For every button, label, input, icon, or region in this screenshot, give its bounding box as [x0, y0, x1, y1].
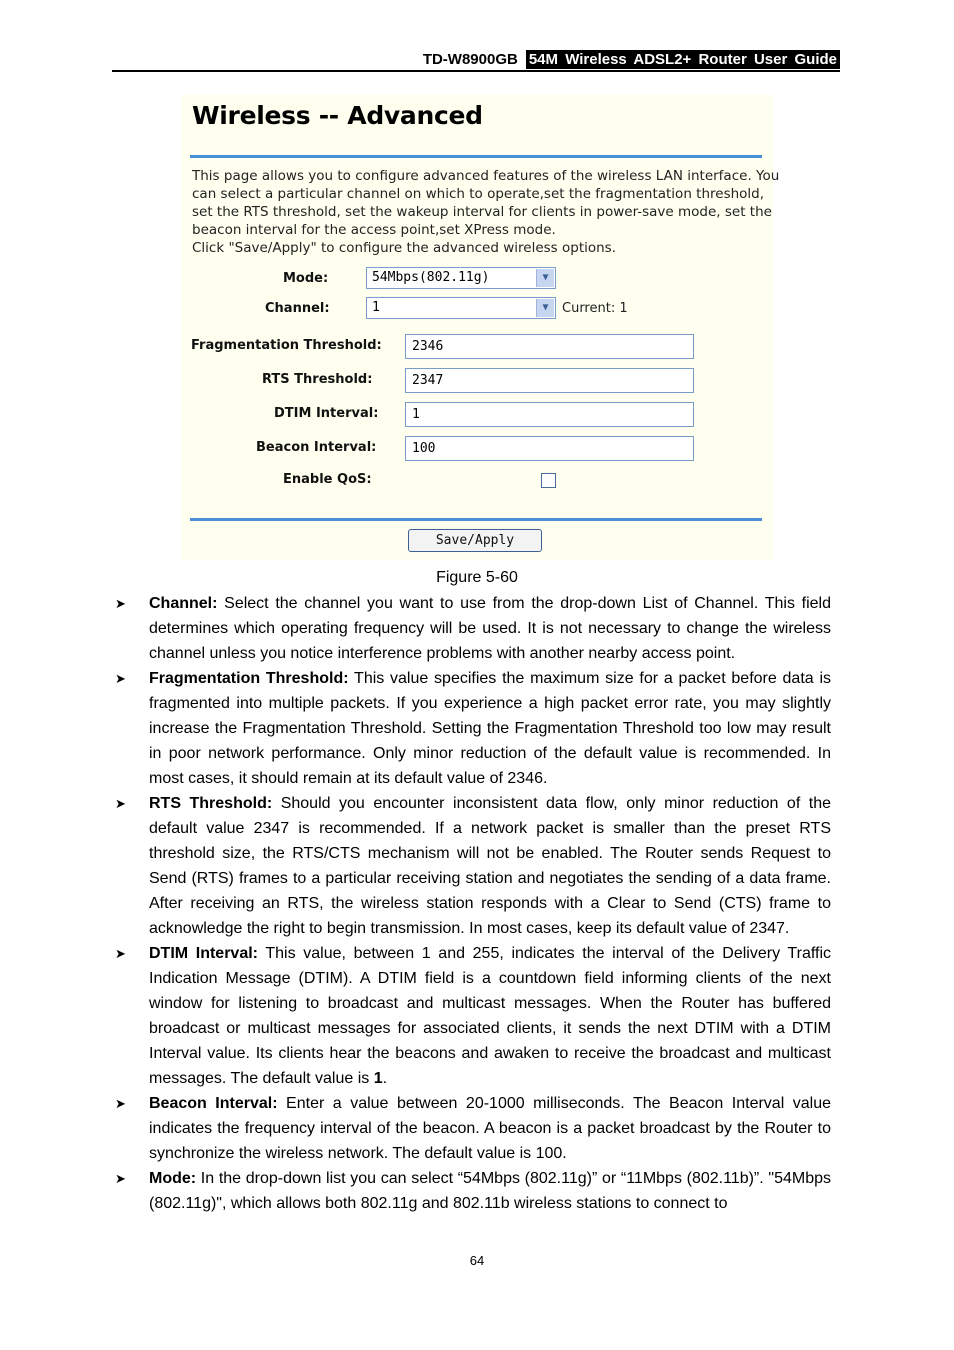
arrow-bullet-icon: ➤ — [115, 1096, 126, 1111]
save-apply-button[interactable]: Save/Apply — [408, 529, 542, 552]
intro-text — [192, 167, 780, 257]
arrow-bullet-icon: ➤ — [115, 946, 126, 961]
figure-caption: Figure 5-60 — [436, 569, 518, 586]
fragmentation-threshold-input[interactable]: 2346 — [405, 334, 694, 359]
item-text: Should you encounter inconsistent data flow, only minor reduction of the default value 2347 is recommended. If a network packet is smaller than the preset RTS threshold size, the RTS/CTS mechanism will not be enabled. The Router sends Request to Send (RTS) frames to a particular receiving station and negotiates the sending of a data frame. After receiving an RTS, the wireless station responds with a Clear to Send (CTS) frame to acknowledge the right to begin transmission. In most cases, keep its default value of 2347. — [149, 795, 832, 937]
list-item — [115, 941, 831, 1091]
list-item — [115, 791, 832, 941]
header-rule — [112, 70, 840, 72]
current-channel: Current: 1 — [562, 301, 628, 316]
list-item — [115, 666, 831, 791]
item-tail: . — [382, 1070, 388, 1087]
arrow-bullet-icon: ➤ — [115, 1171, 126, 1186]
channel-label: Channel: — [265, 301, 330, 316]
item-term: Channel: — [149, 595, 218, 612]
channel-select[interactable] — [366, 297, 556, 319]
enable-qos-label: Enable QoS: — [283, 472, 372, 487]
chevron-down-icon[interactable]: ▼ — [536, 299, 554, 317]
definition-list — [115, 591, 832, 1216]
page-number: 64 — [469, 1253, 485, 1268]
item-term: DTIM Interval: — [149, 945, 258, 962]
dtim-interval-label: DTIM Interval: — [274, 406, 379, 421]
list-item — [115, 1091, 832, 1166]
mode-label: Mode: — [283, 271, 329, 286]
intro-line: set the RTS threshold, set the wakeup interval for clients in power-save mode, set the — [192, 204, 772, 220]
intro-line: beacon interval for the access point,set XPress mode. — [192, 222, 556, 238]
mode-value: 54Mbps(802.11g) — [372, 270, 490, 285]
wireless-advanced-screenshot — [181, 95, 780, 560]
rts-threshold-input[interactable]: 2347 — [405, 368, 694, 393]
intro-line: can select a particular channel on which to operate,set the fragmentation threshold, — [192, 186, 765, 202]
bottom-divider — [190, 518, 762, 521]
item-text: Select the channel you want to use from the drop-down List of Channel. This field determines which operating frequency will be used. It is not necessary to change the wireless channel unless you notice interference problems with another nearby access point. — [149, 595, 831, 662]
dtim-interval-input[interactable]: 1 — [405, 402, 694, 427]
channel-value: 1 — [372, 300, 380, 315]
enable-qos-checkbox[interactable] — [541, 473, 556, 488]
arrow-bullet-icon: ➤ — [115, 671, 126, 686]
chevron-down-icon[interactable]: ▼ — [536, 269, 554, 287]
product-name: TD-W8900GB — [422, 51, 518, 68]
intro-line: Click "Save/Apply" to configure the advanced wireless options. — [192, 240, 617, 256]
item-default-value: 1 — [373, 1070, 383, 1087]
beacon-interval-label: Beacon Interval: — [256, 440, 377, 455]
item-text: In the drop-down list you can select “54Mbps (802.11g)” or “11Mbps (802.11b)”. "54Mbps (802.11g)", which allows both 802.11g and 802.11b wireless stations to connect to — [149, 1170, 831, 1212]
rts-threshold-label: RTS Threshold: — [262, 372, 373, 387]
arrow-bullet-icon: ➤ — [115, 596, 126, 611]
beacon-interval-input[interactable]: 100 — [405, 436, 694, 461]
item-text: This value, between 1 and 255, indicates the interval of the Delivery Traffic Indication Message (DTIM). A DTIM field is a countdown field informing clients of the next window for listening to broadcast and multicast messages. When the Router has buffered broadcast or multicast messages for associated clients, it sends the next DTIM with a DTIM Interval value. Its clients hear the beacons and awaken to receive the broadcast and multicast messages. The default value is — [149, 945, 831, 1087]
item-term: Mode: — [149, 1170, 197, 1187]
intro-line: This page allows you to configure advanced features of the wireless LAN interface. You — [192, 168, 780, 184]
page-title: Wireless -- Advanced — [192, 101, 483, 130]
fragmentation-threshold-label: Fragmentation Threshold: — [191, 338, 382, 353]
item-term: Fragmentation Threshold: — [149, 670, 349, 687]
page-header — [423, 50, 840, 69]
item-text: Enter a value between 20-1000 milliseconds. The Beacon Interval value indicates the frequency interval of the beacon. A beacon is a packet broadcast by the Router to synchronize the wireless network. The default value is 100. — [149, 1095, 832, 1162]
mode-select[interactable] — [366, 267, 556, 289]
top-divider — [190, 155, 762, 158]
item-term: RTS Threshold: — [149, 795, 273, 812]
list-item — [115, 591, 831, 666]
list-item — [115, 1166, 831, 1216]
arrow-bullet-icon: ➤ — [115, 796, 126, 811]
item-text: This value specifies the maximum size for a packet before data is fragmented into multiple packets. If you experience a high packet error rate, you may slightly increase the Fragmentation Threshold. Setting the Fragmentation Threshold too low may result in poor network performance. Only minor reduction of the default value is recommended. In most cases, it should remain at its default value of 2346. — [149, 670, 831, 787]
item-term: Beacon Interval: — [149, 1095, 278, 1112]
guide-title: 54M Wireless ADSL2+ Router User Guide — [526, 50, 840, 69]
